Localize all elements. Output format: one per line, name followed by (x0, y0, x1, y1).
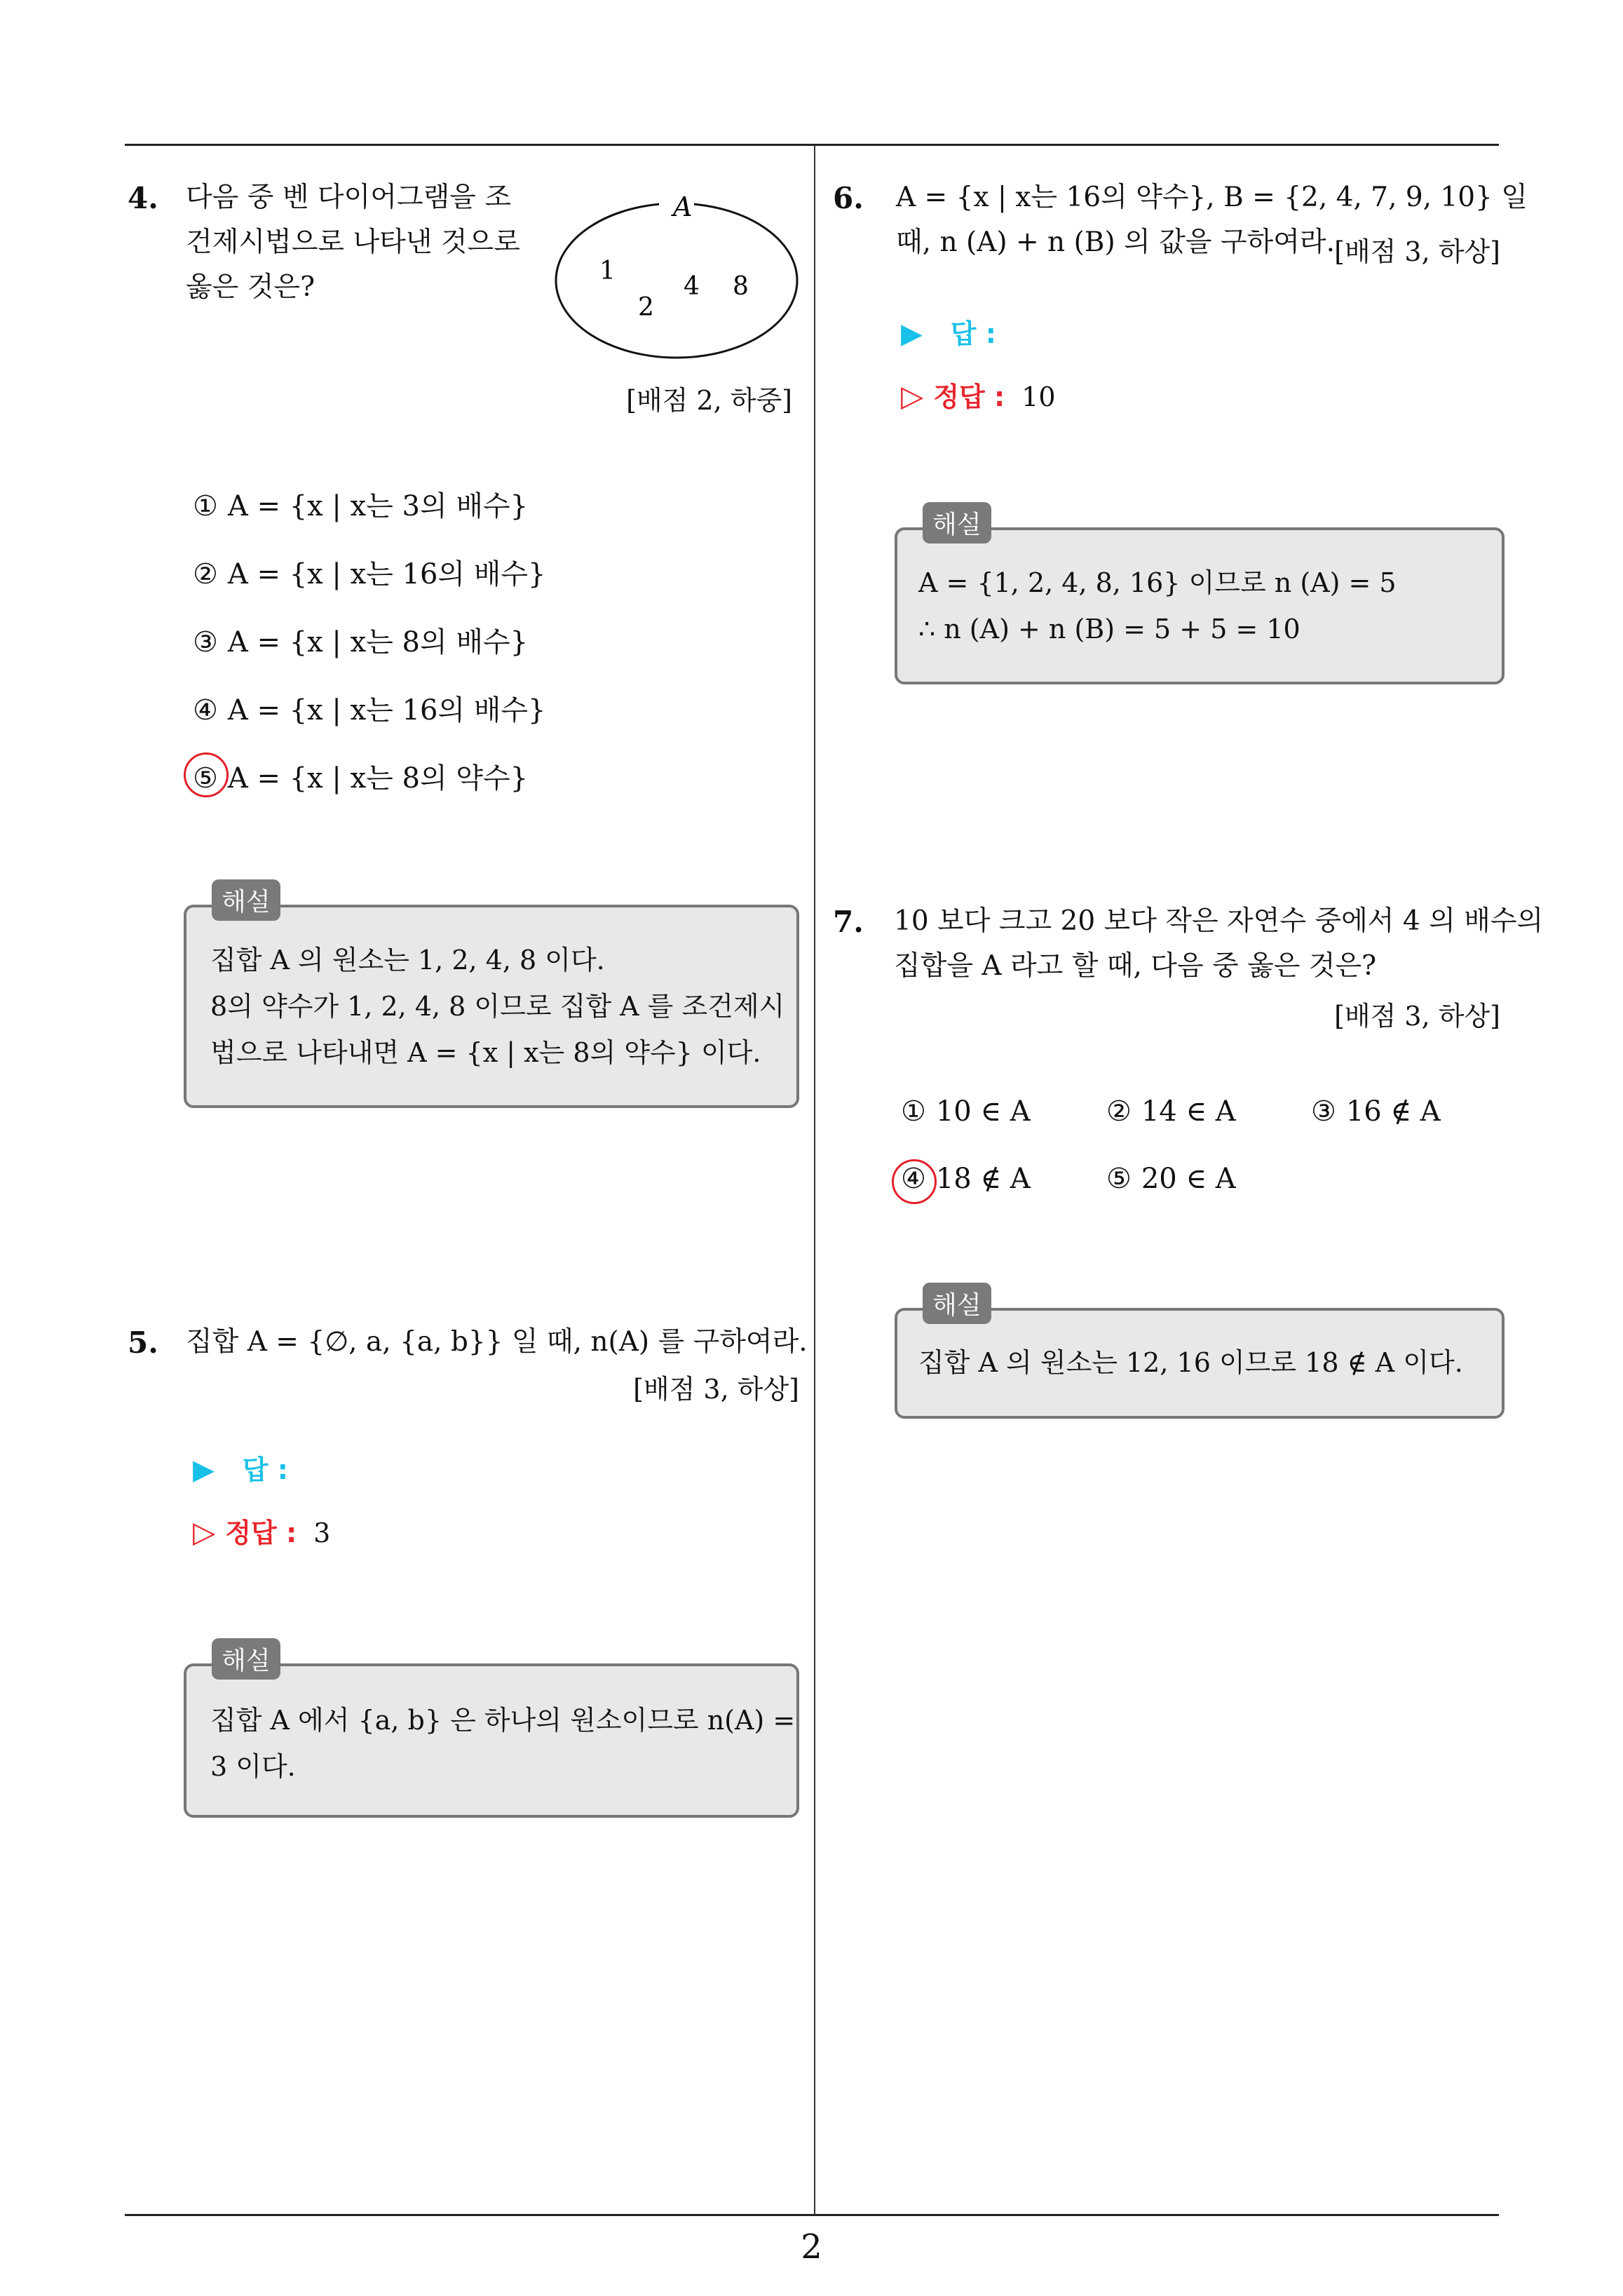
q7-line-2: 집합을 A 라고 할 때, 다음 중 옳은 것은? (894, 950, 1377, 982)
outline-triangle-icon: ▷ (901, 379, 924, 413)
q7-explanation: 집합 A 의 원소는 12, 16 이므로 18 ∉ A 이다. (918, 1347, 1463, 1378)
top-rule (125, 144, 1499, 146)
choice-text: 18 ∉ A (935, 1163, 1031, 1195)
q4-explanation (210, 937, 785, 1076)
q4-line-2: 건제시법으로 나타낸 것으로 (186, 227, 520, 258)
q5-number: 5. (128, 1325, 158, 1360)
q6-expl-line-1: A = {1, 2, 4, 8, 16} 이므로 n (A) = 5 (918, 567, 1397, 598)
q4-explanation-tag: 해설 (212, 879, 280, 921)
q4-choice-1[interactable] (193, 484, 528, 524)
q5-correct-row (193, 1511, 330, 1550)
q6-correct-value: 10 (1021, 381, 1056, 412)
q4-choice-4[interactable] (193, 688, 546, 728)
q4-question (186, 175, 520, 310)
q4-choice-3[interactable] (193, 620, 528, 660)
choice-text: A = {x | x는 8의 약수} (227, 762, 529, 795)
outline-triangle-icon: ▷ (193, 1515, 216, 1549)
q5-explanation (210, 1697, 795, 1790)
choice-number: ④ (901, 1163, 926, 1195)
q6-correct-label: 정답 : (933, 381, 1005, 412)
choice-text: 14 ∈ A (1141, 1095, 1236, 1128)
choice-text: A = {x | x는 8의 배수} (227, 626, 529, 659)
choice-text: A = {x | x는 3의 배수} (227, 490, 529, 522)
q7-meta: [배점 3, 하상] (1334, 1001, 1500, 1032)
q6-number: 6. (833, 181, 864, 215)
venn-diagram (554, 189, 806, 365)
q4-line-1: 다음 중 벤 다이어그램을 조 (186, 182, 512, 213)
choice-number: ③ (193, 626, 218, 659)
q4-number: 4. (128, 181, 158, 215)
q7-correct-mark (892, 1159, 937, 1204)
venn-element-8: 8 (733, 272, 749, 301)
q4-expl-line-1: 집합 A 의 원소는 1, 2, 4, 8 이다. (210, 945, 605, 975)
q4-meta: [배점 2, 하중] (626, 385, 792, 416)
choice-text: A = {x | x는 16의 배수} (227, 694, 546, 727)
q7-explanation-tag: 해설 (923, 1283, 991, 1324)
choice-number: ③ (1311, 1095, 1336, 1128)
q4-choice-5[interactable] (193, 756, 528, 796)
q6-line-1: A = {x | x는 16의 약수}, B = {2, 4, 7, 9, 10} 일 (896, 182, 1528, 213)
q5-meta: [배점 3, 하상] (633, 1374, 799, 1405)
q4-choice-2[interactable] (193, 552, 546, 592)
q4-expl-line-2: 8의 약수가 1, 2, 4, 8 이므로 집합 A 를 조건제시 (210, 991, 785, 1022)
column-divider (814, 145, 815, 2215)
q5-expl-line-1: 집합 A 에서 {a, b} 은 하나의 원소이므로 n(A) = (210, 1705, 796, 1736)
q5-correct-label: 정답 : (225, 1518, 297, 1548)
choice-number: ② (1106, 1095, 1132, 1128)
choice-text: 20 ∈ A (1141, 1163, 1236, 1195)
q5-expl-line-2: 3 이다. (210, 1751, 296, 1782)
q7-choice-1[interactable] (901, 1095, 1031, 1128)
play-icon: ▶ (193, 1454, 215, 1486)
q4-correct-mark (184, 752, 229, 797)
choice-number: ② (193, 558, 218, 590)
q6-answer-label: 답 : (950, 318, 996, 349)
q4-expl-line-3: 법으로 나타내면 A = {x | x는 8의 약수} 이다. (210, 1037, 761, 1068)
choice-number: ⑤ (1106, 1163, 1132, 1195)
venn-element-2: 2 (638, 293, 654, 322)
venn-ellipse (556, 203, 797, 358)
bottom-rule (125, 2214, 1499, 2216)
q7-line-1: 10 보다 크고 20 보다 작은 자연수 중에서 4 의 배수의 (894, 905, 1544, 937)
q6-explanation-tag: 해설 (923, 502, 991, 543)
choice-number: ⑤ (193, 762, 218, 795)
choice-number: ① (193, 490, 218, 522)
q4-line-3: 옳은 것은? (186, 271, 315, 303)
venn-element-4: 4 (684, 272, 700, 301)
choice-text: 16 ∉ A (1345, 1095, 1441, 1128)
q5-question: 집합 A = {∅, a, {a, b}} 일 때, n(A) 를 구하여라. (186, 1326, 808, 1358)
choice-text: A = {x | x는 16의 배수} (227, 558, 546, 590)
q6-correct-row (901, 375, 1056, 414)
q7-choice-2[interactable] (1106, 1095, 1236, 1128)
q7-question (894, 899, 1543, 989)
choice-number: ④ (193, 694, 218, 727)
q7-number: 7. (833, 905, 864, 939)
page-number: 2 (801, 2227, 822, 2267)
q6-meta: [배점 3, 하상] (1334, 236, 1500, 267)
q7-choice-5[interactable] (1106, 1163, 1236, 1195)
q5-correct-value: 3 (313, 1518, 331, 1548)
q6-explanation (918, 560, 1397, 652)
venn-element-1: 1 (599, 257, 616, 285)
q6-expl-line-2: ∴ n (A) + n (B) = 5 + 5 = 10 (918, 614, 1301, 644)
q6-answer-row (901, 312, 996, 351)
choice-text: 10 ∈ A (935, 1095, 1031, 1128)
choice-number: ① (901, 1095, 926, 1128)
play-icon: ▶ (901, 318, 923, 350)
q5-answer-label: 답 : (242, 1454, 288, 1485)
q7-choice-3[interactable] (1311, 1095, 1441, 1128)
q6-line-2: 때, n (A) + n (B) 의 값을 구하여라. (896, 227, 1335, 258)
q5-explanation-tag: 해설 (212, 1638, 280, 1680)
venn-set-label: A (673, 191, 693, 222)
q5-answer-row (193, 1448, 288, 1487)
